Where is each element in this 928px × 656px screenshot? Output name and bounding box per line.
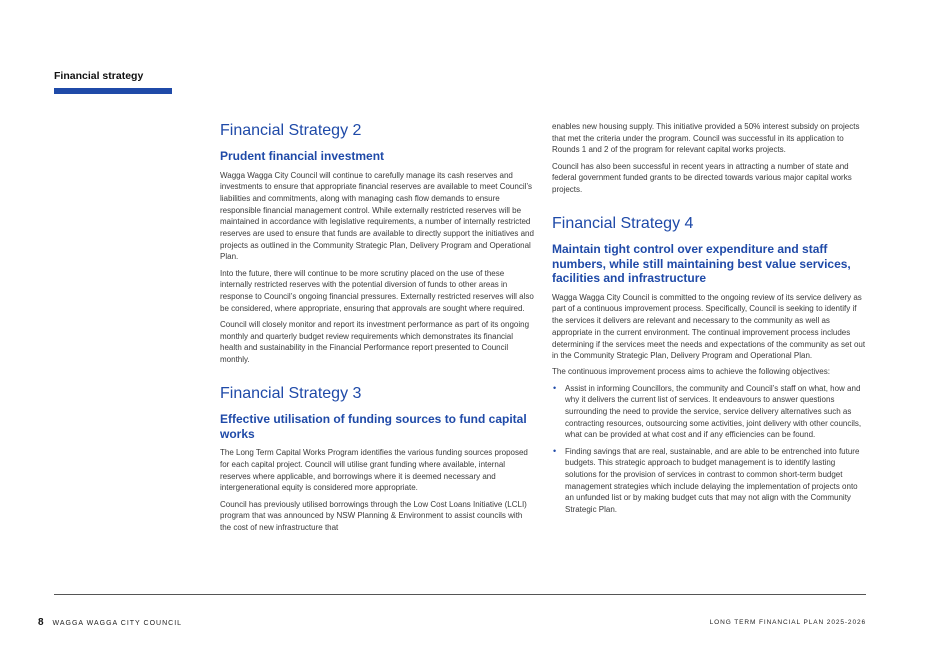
strategy-2-subtitle: Prudent financial investment: [220, 149, 385, 163]
strategy-2-title: Financial Strategy 2: [220, 122, 362, 139]
footer-left: [38, 617, 182, 628]
strategy-2-paragraph: Council will closely monitor and report its investment performance as part of its ongoing monthly and quarterly budget review requirements which demonstrates its financial health and sustainability in the Financial Performance report presented to Council monthly.: [220, 319, 530, 365]
organisation-name: WAGGA WAGGA CITY COUNCIL: [52, 620, 183, 627]
objectives-list: [552, 383, 866, 516]
strategy-3-paragraph: Council has previously utilised borrowings through the Low Cost Loans Initiative (LCLI) program that was announced by NSW Planning & Environment to assist councils with the cost of new infrastructure that: [220, 499, 527, 532]
right-column: [552, 121, 866, 520]
strategy-3-continued-paragraph: Council has also been successful in recent years in attracting a number of state and federal government funded grants to be directed towards various major capital works projects.: [552, 161, 852, 195]
strategy-2-paragraph: Wagga Wagga City Council will continue to carefully manage its cash reserves and investments to ensure that appropriate financial reserves are available to meet Council’s liabilities and commitments, along with managing cash flow demands to ensure responsible financial management control. While externally restricted reserves will be maintained in accordance with legislative requirements, a number of internally restricted reserves are used to ensure that funds are available to directly support the initiatives and projects as outlined in the Community Strategic Plan, Delivery Program and Operational Plan.: [220, 170, 534, 262]
strategy-4-subtitle: Maintain tight control over expenditure and staff numbers, while still maintaining best value services, facilities and infrastructure: [552, 242, 851, 286]
bullet-dot-icon: •: [553, 445, 557, 456]
strategy-3-continued-paragraph: enables new housing supply. This initiative provided a 50% interest subsidy on projects that met the criteria under the program. Council was successful in its application to Rounds 1 and 2 of the program for relevant capital works projects.: [552, 122, 860, 155]
section-accent-bar: [54, 88, 172, 94]
bullet-dot-icon: •: [553, 382, 557, 393]
footer-divider: [54, 594, 866, 595]
strategy-4-paragraph: Wagga Wagga City Council is committed to the ongoing review of its service delivery as part of a continuous improvement process. Specifically, Council is seeking to identify if the services it delivers are relevant and necessary to the community as well as appropriate in the current environment. The continual improvement process includes determining if the services meet the needs and expectations of the community as set out in the Community Strategic Plan, Delivery Program and Operational Plan.: [552, 292, 866, 361]
list-item-text: Assist in informing Councillors, the community and Council’s staff on what, how and why it delivers the current list of services. It endeavours to answer questions surrounding the need to provide the service, service delivery alternatives such as contracting resources, outsourcing some activities, joint delivery with other councils, what can be provided at what cost and if any efficiencies can be found.: [565, 383, 862, 440]
page-number: 8: [38, 617, 44, 628]
strategy-4-title: Financial Strategy 4: [552, 215, 694, 233]
left-column: [220, 121, 534, 538]
strategy-3-paragraph: The Long Term Capital Works Program identifies the various funding sources proposed for each capital project. Council will utilise grant funding where available, internal reserves where applicable, and borrowings where it is deemed necessary and intergenerational equity is considered more appropriate.: [220, 448, 528, 493]
document-title: LONG TERM FINANCIAL PLAN 2025-2026: [709, 619, 866, 626]
strategy-2-paragraph: Into the future, there will continue to be more scrutiny placed on the use of these internally restricted reserves with the potential diversion of funds to other areas in response to Council’s ongoing financial pressures. Externally restricted reserves will also be considered, where appropriate, ensuring that approvals are sought where required.: [220, 268, 534, 313]
strategy-3-subtitle: Effective utilisation of funding sources to fund capital works: [220, 412, 527, 441]
list-item: [552, 383, 866, 442]
list-item: [552, 446, 866, 516]
strategy-3-title: Financial Strategy 3: [220, 385, 362, 403]
section-tag: Financial strategy: [54, 70, 144, 82]
strategy-4-paragraph: The continuous improvement process aims to achieve the following objectives:: [552, 367, 830, 377]
list-item-text: Finding savings that are real, sustainable, and are able to be entrenched into future budgets. This strategic approach to budget management is to identify lasting solutions for the provision of services in contrast to common short-term budget management strategies which include delaying the implementation of projects onto an unfunded list or by making budget cuts that may not align with the Community Strategic Plan.: [565, 446, 860, 515]
